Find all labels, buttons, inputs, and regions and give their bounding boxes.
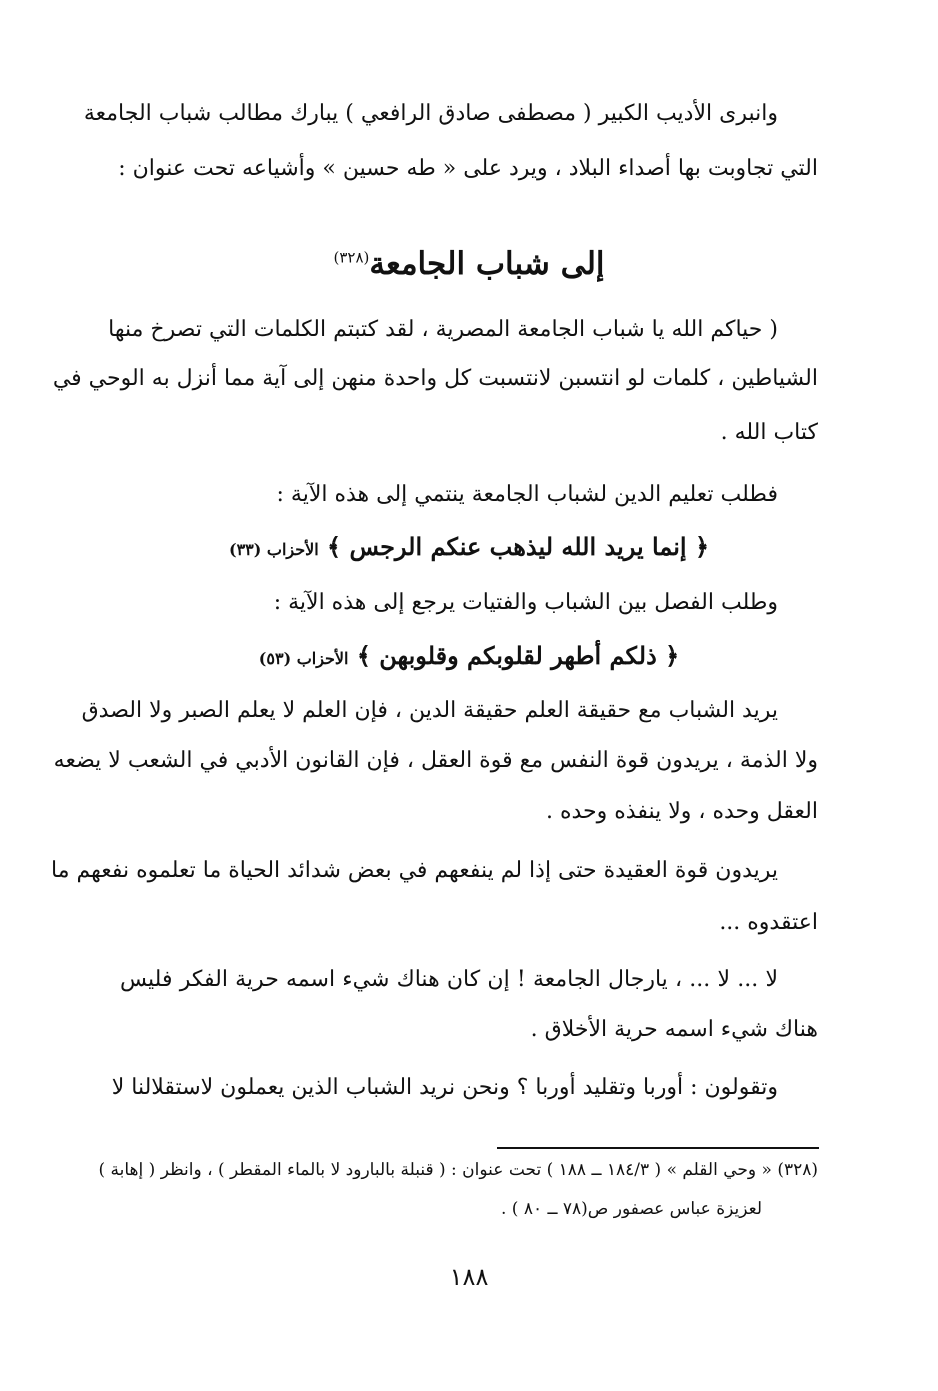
para2-line-1: فطلب تعليم الدين لشباب الجامعة ينتمي إلى هذه الآية : [276,482,778,507]
para5-line-2: اعتقدوه ... [719,910,818,935]
page-number: ١٨٨ [449,1263,489,1291]
verse1-text: إنما يريد الله ليذهب عنكم الرجس [349,532,687,561]
quran-verse-1 [0,532,938,561]
para1-line-3: كتاب الله . [720,420,818,445]
verse1-open-bracket: ﴿ [694,532,710,561]
para5-line-1: يريدون قوة العقيدة حتى إذا لم ينفعهم في بعض شدائد الحياة ما تعلموه نفعهم ما [51,858,778,883]
footnote-divider [497,1147,819,1149]
para6-line-2: هناك شيء اسمه حرية الأخلاق . [530,1017,818,1042]
heading-title: إلى شباب الجامعة [369,246,605,282]
intro-line-1: وانبرى الأديب الكبير ( مصطفى صادق الرافعي ) يبارك مطالب شباب الجامعة [83,101,778,126]
para4-line-1: يريد الشباب مع حقيقة العلم حقيقة الدين ، فإن العلم لا يعلم الصبر ولا الصدق [81,698,778,723]
section-heading [0,246,938,282]
quran-verse-2 [0,641,938,670]
verse2-text: ذلكم أطهر لقلوبكم وقلوبهن [379,641,657,670]
footnote-line-2: لعزيزة عباس عصفور ص(٧٨ ــ ٨٠ ) . [500,1199,762,1219]
para6-line-1: لا ... لا ... ، يارجال الجامعة ! إن كان هناك شيء اسمه حرية الفكر فليس [120,967,778,992]
para4-line-3: العقل وحده ، ولا ينفذه وحده . [545,799,818,824]
para1-line-2: الشياطين ، كلمات لو انتسبن لانتسبت كل واحدة منهن إلى آية مما أنزل به الوحي في [52,366,818,391]
footnote-line-1: (٣٢٨) « وحي القلم » ( ١٨٤/٣ ــ ١٨٨ ) تحت عنوان : ( قنبلة بالبارود لا بالماء المقطر ) ، وانظر ( إهابة ) [98,1160,818,1180]
verse1-reference: الأحزاب (٣٣) [228,540,319,559]
verse1-close-bracket: ﴾ [327,532,342,561]
para7-line-1: وتقولون : أوربا وتقليد أوربا ؟ ونحن نريد الشباب الذين يعملون لاستقلالنا لا [111,1075,778,1100]
verse2-reference: الأحزاب (٥٣) [258,649,349,668]
para3-line-1: وطلب الفصل بين الشباب والفتيات يرجع إلى هذه الآية : [273,590,778,615]
para1-line-1: ( حياكم الله يا شباب الجامعة المصرية ، لقد كتبتم الكلمات التي تصرخ منها [108,317,778,342]
verse2-close-bracket: ﴾ [356,641,371,670]
heading-footnote-ref: (٣٢٨) [333,248,370,267]
para4-line-2: ولا الذمة ، يريدون قوة النفس مع قوة العقل ، فإن القانون الأدبي في الشعب لا يضعه [53,748,818,773]
verse2-open-bracket: ﴿ [665,641,680,670]
intro-line-2: التي تجاوبت بها أصداء البلاد ، ويرد على « طه حسين » وأشياعه تحت عنوان : [118,156,818,181]
